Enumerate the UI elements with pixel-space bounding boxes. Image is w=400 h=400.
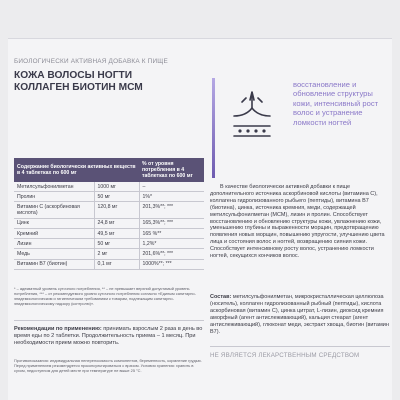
nutrient-name: Медь bbox=[14, 249, 94, 259]
right-divider bbox=[210, 346, 390, 347]
composition-text: метилсульфонилметан, микрокристаллическая целлюлоза (носитель), коллаген гидролизованный рыбный (пептиды), кислота аскорбиновая (витамин С), цинка цитрат, L-лизин, диоксид кремния аморфный (агент антислеживающий), кальция стеарат (агент антислеживающий), глюконат меди, экстракт хвоща, биотин (витамин В7). bbox=[210, 294, 389, 335]
nutrient-amount: 50 мг bbox=[94, 239, 139, 249]
table-row bbox=[14, 202, 204, 218]
product-description: В качестве биологически активной добавки к пище дополнительного источника аскорбиновой кислоты (витамина С), коллагена гидролизованного рыбьего (пептиды), витамина В7 (биотина), цинка, источника кремния, меди, содержащей метилсульфонилметан (МСМ), лизин и пролин. Способствует восстановлению и обновлению структуры кожи, увлажнению кожи, уменьшению глубины и выраженности морщин, предотвращению появления новых морщин, повышению упругости, улучшению цвета лица и состояния волос и ногтей, возвращению сияния кожи. Способствует интенсивному росту волос, устранению ломкости ногтей, секущихся кончиков волос. bbox=[210, 184, 385, 260]
table-row bbox=[14, 229, 204, 239]
nutrient-name: Витамин В7 (биотин) bbox=[14, 259, 94, 269]
table-row bbox=[14, 259, 204, 269]
not-a-drug-notice: НЕ ЯВЛЯЕТСЯ ЛЕКАРСТВЕННЫМ СРЕДСТВОМ bbox=[210, 352, 360, 359]
contraindications: Противопоказания: индивидуальная непереносимость компонентов, беременность, кормление грудью. Перед применением рекомендуется проконсультироваться с врачом. Условия хранения: хранить в сухом, недоступном для детей месте при температуре не выше 25 °С. bbox=[14, 358, 202, 373]
product-category: БИОЛОГИЧЕСКИ АКТИВНАЯ ДОБАВКА К ПИЩЕ bbox=[14, 58, 168, 65]
label-panel bbox=[8, 38, 392, 400]
table-row bbox=[14, 192, 204, 202]
nutrition-table-wrap bbox=[14, 158, 204, 270]
skin-layers-icon bbox=[224, 78, 294, 158]
nutrient-percent: 1,2%* bbox=[139, 239, 204, 249]
nutrient-amount: 24,8 мг bbox=[94, 218, 139, 228]
table-body bbox=[14, 182, 204, 269]
nutrient-amount: 49,5 мг bbox=[94, 229, 139, 239]
nutrient-name: Метилсульфонилметан bbox=[14, 182, 94, 192]
table-row bbox=[14, 218, 204, 228]
left-divider bbox=[14, 320, 204, 321]
product-title-line-2: КОЛЛАГЕН БИОТИН МСМ bbox=[14, 81, 143, 93]
table-row bbox=[14, 249, 204, 259]
nutrient-percent: – bbox=[139, 182, 204, 192]
usage-recommendations bbox=[14, 326, 204, 347]
top-divider bbox=[8, 38, 392, 39]
table-row bbox=[14, 239, 204, 249]
composition-label: Состав: bbox=[210, 294, 232, 300]
nutrient-amount: 0,1 мг bbox=[94, 259, 139, 269]
product-title-line-1: КОЖА ВОЛОСЫ НОГТИ bbox=[14, 70, 133, 81]
nutrient-percent: 165,3%**; *** bbox=[139, 218, 204, 228]
nutrient-amount: 1000 мг bbox=[94, 182, 139, 192]
table-header-content: Содержание биологически активных веществ в 4 таблетках по 600 мг bbox=[14, 158, 139, 182]
header-block bbox=[14, 58, 204, 93]
nutrient-amount: 120,8 мг bbox=[94, 202, 139, 218]
nutrient-percent: 1%* bbox=[139, 192, 204, 202]
nutrient-name: Цинк bbox=[14, 218, 94, 228]
nutrient-percent: 1000%**; *** bbox=[139, 259, 204, 269]
accent-bar bbox=[212, 78, 215, 178]
usage-label: Рекомендации по применению: bbox=[14, 326, 102, 332]
composition bbox=[210, 294, 390, 335]
product-tagline: восстановление и обновление структуры кожи, интенсивный рост волос и устранение ломкости ногтей bbox=[293, 80, 379, 127]
nutrient-amount: 2 мг bbox=[94, 249, 139, 259]
nutrient-name: Витамин С (аскорбиновая кислота) bbox=[14, 202, 94, 218]
nutrient-name: Кремний bbox=[14, 229, 94, 239]
usage-text: принимать взрослым 2 раза в день во время еды по 2 таблетки. Продолжительность приема – 1 месяц. При необходимости прием можно повторить. bbox=[14, 326, 203, 346]
nutrient-percent: 201,3%**; *** bbox=[139, 202, 204, 218]
nutrient-amount: 50 мг bbox=[94, 192, 139, 202]
table-row bbox=[14, 182, 204, 192]
nutrition-table bbox=[14, 158, 204, 270]
nutrient-name: Лизин bbox=[14, 239, 94, 249]
table-header-percent: % от уровня потребления в 4 таблетках по 600 мг bbox=[139, 158, 204, 182]
nutrient-name: Пролин bbox=[14, 192, 94, 202]
nutrient-percent: 165 %** bbox=[139, 229, 204, 239]
table-header-row bbox=[14, 158, 204, 182]
table-footnote: * – адекватный уровень суточного потребления, ** – не превышает верхний допустимый уровень потребления, *** – от рекомендуемого уровня суточного потребления согласно «Единым санитарно-эпидемиологическим и гигиеническим требованиям к товарам, подлежащим санитарно-эпидемиологическому надзору (контролю)». bbox=[14, 286, 196, 306]
nutrient-percent: 201,6%**; *** bbox=[139, 249, 204, 259]
